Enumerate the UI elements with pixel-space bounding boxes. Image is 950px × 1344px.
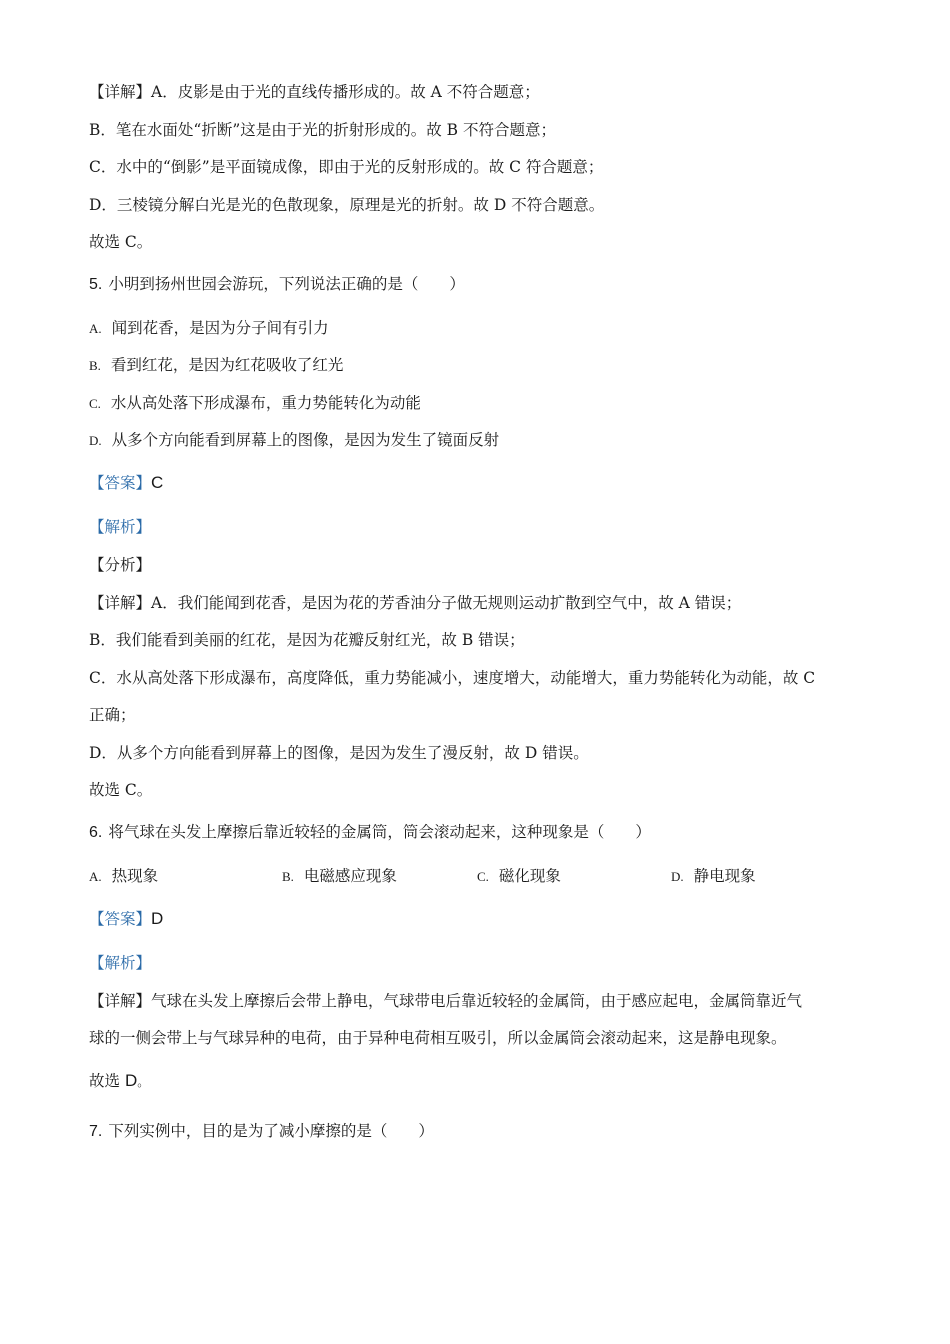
- option-letter: B.: [282, 869, 294, 884]
- q5-detail-b: B．我们能看到美丽的红花，是因为花瓣反射红光，故 B 错误；: [89, 631, 525, 649]
- q6-option-d: [671, 866, 756, 887]
- detail-text: A．皮影是由于光的直线传播形成的。故 A 不符合题意；: [151, 83, 540, 101]
- answer-tag: 【答案】: [89, 910, 152, 928]
- q4-detail-b: B．笔在水面处“折断”这是由于光的折射形成的。故 B 不符合题意；: [89, 121, 556, 139]
- option-letter: A.: [89, 869, 102, 884]
- q6-answer: [89, 909, 163, 929]
- q6-analysis-tag: 【解析】: [89, 954, 152, 972]
- q6-option-b: [282, 866, 397, 887]
- q4-detail-a: [89, 82, 540, 102]
- q6-conclusion: [89, 1071, 149, 1092]
- q5-detail-c1: C．水从高处落下形成瀑布，高度降低，重力势能减小，速度增大，动能增大，重力势能转化为动能，故 C: [89, 669, 816, 687]
- option-text: 磁化现象: [498, 867, 561, 885]
- q5-analysis-tag: 【解析】: [89, 518, 152, 536]
- q5-detail-c2: 正确；: [89, 706, 136, 724]
- option-letter: C.: [89, 396, 101, 411]
- q6-option-c: [477, 866, 561, 887]
- detail-tag: 【详解】: [89, 992, 152, 1010]
- question-number: 6.: [89, 824, 103, 841]
- option-text: 闻到花香，是因为分子间有引力: [111, 319, 329, 337]
- q6-option-a: [89, 866, 158, 887]
- option-letter: D.: [671, 869, 684, 884]
- question-text: 将气球在头发上摩擦后靠近较轻的金属筒，筒会滚动起来，这种现象是（ ）: [108, 823, 651, 841]
- q5-detail-d: D．从多个方向能看到屏幕上的图像，是因为发生了漫反射，故 D 错误。: [89, 744, 589, 762]
- q7-stem: [89, 1121, 434, 1142]
- option-letter: A.: [89, 321, 102, 336]
- q5-stem: [89, 274, 465, 295]
- detail-tag: 【详解】: [89, 594, 152, 612]
- answer-tag: 【答案】: [89, 474, 152, 492]
- question-text: 下列实例中，目的是为了减小摩擦的是（ ）: [108, 1122, 434, 1140]
- q4-detail-d: D．三棱镜分解白光是光的色散现象，原理是光的折射。故 D 不符合题意。: [89, 196, 605, 214]
- q5-analysis-sub: 【分析】: [89, 556, 152, 574]
- detail-text: A．我们能闻到花香，是因为花的芳香油分子做无规则运动扩散到空气中，故 A 错误；: [151, 594, 742, 612]
- q5-option-d: [89, 430, 499, 451]
- conclusion-suffix: 。: [137, 1075, 150, 1089]
- question-number: 7.: [89, 1123, 103, 1140]
- q5-answer: [89, 473, 163, 493]
- conclusion-letter: D: [124, 1071, 138, 1090]
- answer-letter: D: [151, 909, 164, 928]
- option-text: 电磁感应现象: [303, 867, 397, 885]
- option-text: 从多个方向能看到屏幕上的图像，是因为发生了镜面反射: [111, 431, 500, 449]
- option-letter: D.: [89, 433, 102, 448]
- q5-option-c: [89, 393, 421, 414]
- q4-conclusion: 故选 C。: [89, 233, 153, 251]
- detail-text: 气球在头发上摩擦后会带上静电，气球带电后靠近较轻的金属筒，由于感应起电，金属筒靠近气: [151, 992, 803, 1010]
- conclusion-prefix: 故选: [89, 1072, 121, 1090]
- option-text: 看到红花，是因为红花吸收了红光: [110, 356, 344, 374]
- q6-detail-1: [89, 991, 802, 1011]
- question-text: 小明到扬州世园会游玩，下列说法正确的是（ ）: [108, 275, 465, 293]
- option-letter: B.: [89, 358, 101, 373]
- q5-option-a: [89, 318, 329, 339]
- q6-stem: [89, 822, 651, 843]
- q5-detail-a: [89, 593, 741, 613]
- answer-letter: C: [151, 473, 164, 492]
- question-number: 5.: [89, 276, 103, 293]
- q6-detail-2: 球的一侧会带上与气球异种的电荷，由于异种电荷相互吸引，所以金属筒会滚动起来，这是静电现象。: [89, 1029, 787, 1047]
- q5-option-b: [89, 355, 343, 376]
- detail-tag: 【详解】: [89, 83, 152, 101]
- option-letter: C.: [477, 869, 489, 884]
- option-text: 水从高处落下形成瀑布，重力势能转化为动能: [110, 394, 421, 412]
- option-text: 静电现象: [693, 867, 756, 885]
- q4-detail-c: C．水中的“倒影”是平面镜成像，即由于光的反射形成的。故 C 符合题意；: [89, 158, 604, 176]
- q5-conclusion: 故选 C。: [89, 781, 153, 799]
- option-text: 热现象: [111, 867, 159, 885]
